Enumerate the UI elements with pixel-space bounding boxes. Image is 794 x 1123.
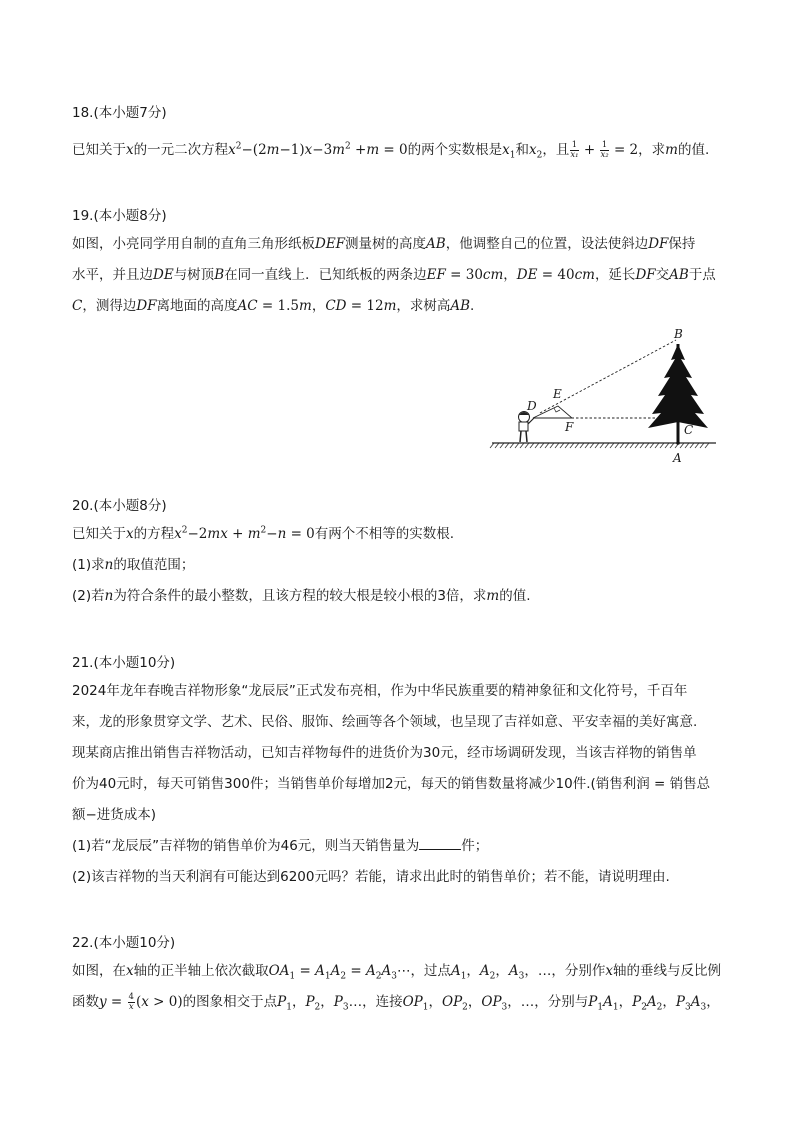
question-18 <box>72 100 722 166</box>
question-19 <box>72 203 722 322</box>
question-21-line-2: 来，龙的形象贯穿文学、艺术、民俗、服饰、绘画等各个领域，也呈现了吉祥如意、平安幸福的美好寓意. <box>72 714 698 730</box>
question-19-line-3: C，测得边DF离地面的高度AC = 1.5m，CD = 12m，求树高AB. <box>72 298 475 314</box>
hatch-mark <box>565 443 569 448</box>
hatch-mark <box>620 443 624 448</box>
hatch-mark <box>520 443 524 448</box>
label-B: B <box>674 327 683 341</box>
question-21-line-3: 现某商店推出销售吉祥物活动，已知吉祥物每件的进货价为30元，经市场调研发现，当该吉祥物的销售单 <box>72 745 697 761</box>
hatch-mark <box>600 443 604 448</box>
hatch-mark <box>640 443 644 448</box>
hatch-mark <box>500 443 504 448</box>
hatch-mark <box>655 443 659 448</box>
question-22-header: 22.(本小题10分) <box>72 935 176 951</box>
question-19-line-2: 水平，并且边DE与树顶B在同一直线上．已知纸板的两条边EF = 30cm，DE = 40cm，延长DF交AB于点 <box>72 267 716 283</box>
hatch-mark <box>510 443 514 448</box>
hatch-mark <box>670 443 674 448</box>
label-D: D <box>527 399 537 413</box>
question-21-line-5: 额−进货成本) <box>72 807 157 823</box>
hatch-mark <box>555 443 559 448</box>
fraction-4-over-x: $\frac{4}{x}$ <box>128 991 134 1012</box>
question-20 <box>72 493 722 612</box>
hatch-mark <box>525 443 529 448</box>
hatch-mark <box>690 443 694 448</box>
hatch-mark <box>535 443 539 448</box>
question-19-line-1: 如图，小亮同学用自制的直角三角形纸板DEF测量树的高度AB，他调整自己的位置，设法使斜边DF保持 <box>72 236 696 252</box>
hatch-mark <box>630 443 634 448</box>
question-21-line-1: 2024年龙年春晚吉祥物形象“龙辰辰”正式发布亮相，作为中华民族重要的精神象征和文化符号，千百年 <box>72 683 688 699</box>
tree-measurement-figure <box>488 326 720 470</box>
label-E: E <box>553 387 562 401</box>
question-22-line-2: 函数y = $\frac{4}{x}$ (x > 0)的图象相交于点$P_1$，$P_2$，$P_3\dots$，连接$OP_1$，$OP_2$，$OP_3$，…，分别与$P_1A_1$，$P_2A_2$，$P_3A_3$， <box>72 991 720 1013</box>
hatch-mark <box>575 443 579 448</box>
sight-line-DB <box>540 340 676 413</box>
ground-hatching <box>490 443 709 448</box>
hatch-mark <box>625 443 629 448</box>
question-19-header: 19.(本小题8分) <box>72 208 167 224</box>
hatch-mark <box>665 443 669 448</box>
hatch-mark <box>550 443 554 448</box>
question-21-part-2: (2)该吉祥物的当天利润有可能达到6200元吗？若能，请求出此时的销售单价；若不能，请说明理由. <box>72 869 670 885</box>
hatch-mark <box>595 443 599 448</box>
hatch-mark <box>605 443 609 448</box>
answer-blank[interactable] <box>419 835 461 850</box>
question-22-line-1: 如图，在x轴的正半轴上依次截取$OA_1 = A_1A_2$ = $A_2A_3\cdots$，过点$A_1$，$A_2$，$A_3$，…，分别作x轴的垂线与反比例 <box>72 963 722 982</box>
label-A: A <box>673 451 682 465</box>
hatch-mark <box>610 443 614 448</box>
hatch-mark <box>540 443 544 448</box>
question-20-part-2: (2)若n为符合条件的最小整数，且该方程的较大根是较小根的3倍，求m的值. <box>72 588 531 604</box>
hatch-mark <box>545 443 549 448</box>
question-20-part-1: (1)求n的取值范围； <box>72 557 195 573</box>
hatch-mark <box>515 443 519 448</box>
hatch-mark <box>490 443 494 448</box>
question-21 <box>72 650 722 893</box>
hatch-mark <box>635 443 639 448</box>
hatch-mark <box>650 443 654 448</box>
hatch-mark <box>705 443 709 448</box>
label-C: C <box>684 423 694 437</box>
hatch-mark <box>700 443 704 448</box>
hatch-mark <box>590 443 594 448</box>
hatch-mark <box>570 443 574 448</box>
fraction-1-over-x1: $\frac{1}{\text{x₁}}$ <box>570 139 579 160</box>
question-20-header: 20.(本小题8分) <box>72 498 167 514</box>
hatch-mark <box>560 443 564 448</box>
hatch-mark <box>685 443 689 448</box>
question-18-header: 18.(本小题7分) <box>72 105 167 121</box>
triangle-DEF <box>533 406 572 418</box>
hatch-mark <box>495 443 499 448</box>
hatch-mark <box>660 443 664 448</box>
hatch-mark <box>615 443 619 448</box>
question-22 <box>72 930 722 1018</box>
hatch-mark <box>585 443 589 448</box>
hatch-mark <box>530 443 534 448</box>
hatch-mark <box>580 443 584 448</box>
question-21-line-4: 价为40元时，每天可销售300件；当销售单价每增加2元，每天的销售数量将减少10件.(销售利润 = 销售总 <box>72 776 711 792</box>
fraction-1-over-x2: $\frac{1}{\text{x₂}}$ <box>600 139 609 160</box>
question-18-text: 已知关于x的一元二次方程$x^2-(2m-1)x-3m^2 +m = 0$的两个实数根是$x_1$和$x_2$，且 $\frac{1}{\text{x₁}}$ + $\frac{1}{\text{x₂}}$ = 2，求m的值. <box>72 139 710 161</box>
hatch-mark <box>505 443 509 448</box>
hatch-mark <box>695 443 699 448</box>
person-figure <box>519 412 535 443</box>
label-F: F <box>565 420 574 434</box>
hatch-mark <box>645 443 649 448</box>
question-21-part-1: (1)若“龙辰辰”吉祥物的销售单价为46元，则当天销售量为 件； <box>72 831 722 862</box>
question-21-header: 21.(本小题10分) <box>72 655 176 671</box>
tree-figure <box>648 344 708 445</box>
hatch-mark <box>680 443 684 448</box>
question-20-stem: 已知关于x的方程$x^2-2mx + m^2-n = 0$有两个不相等的实数根. <box>72 525 455 542</box>
